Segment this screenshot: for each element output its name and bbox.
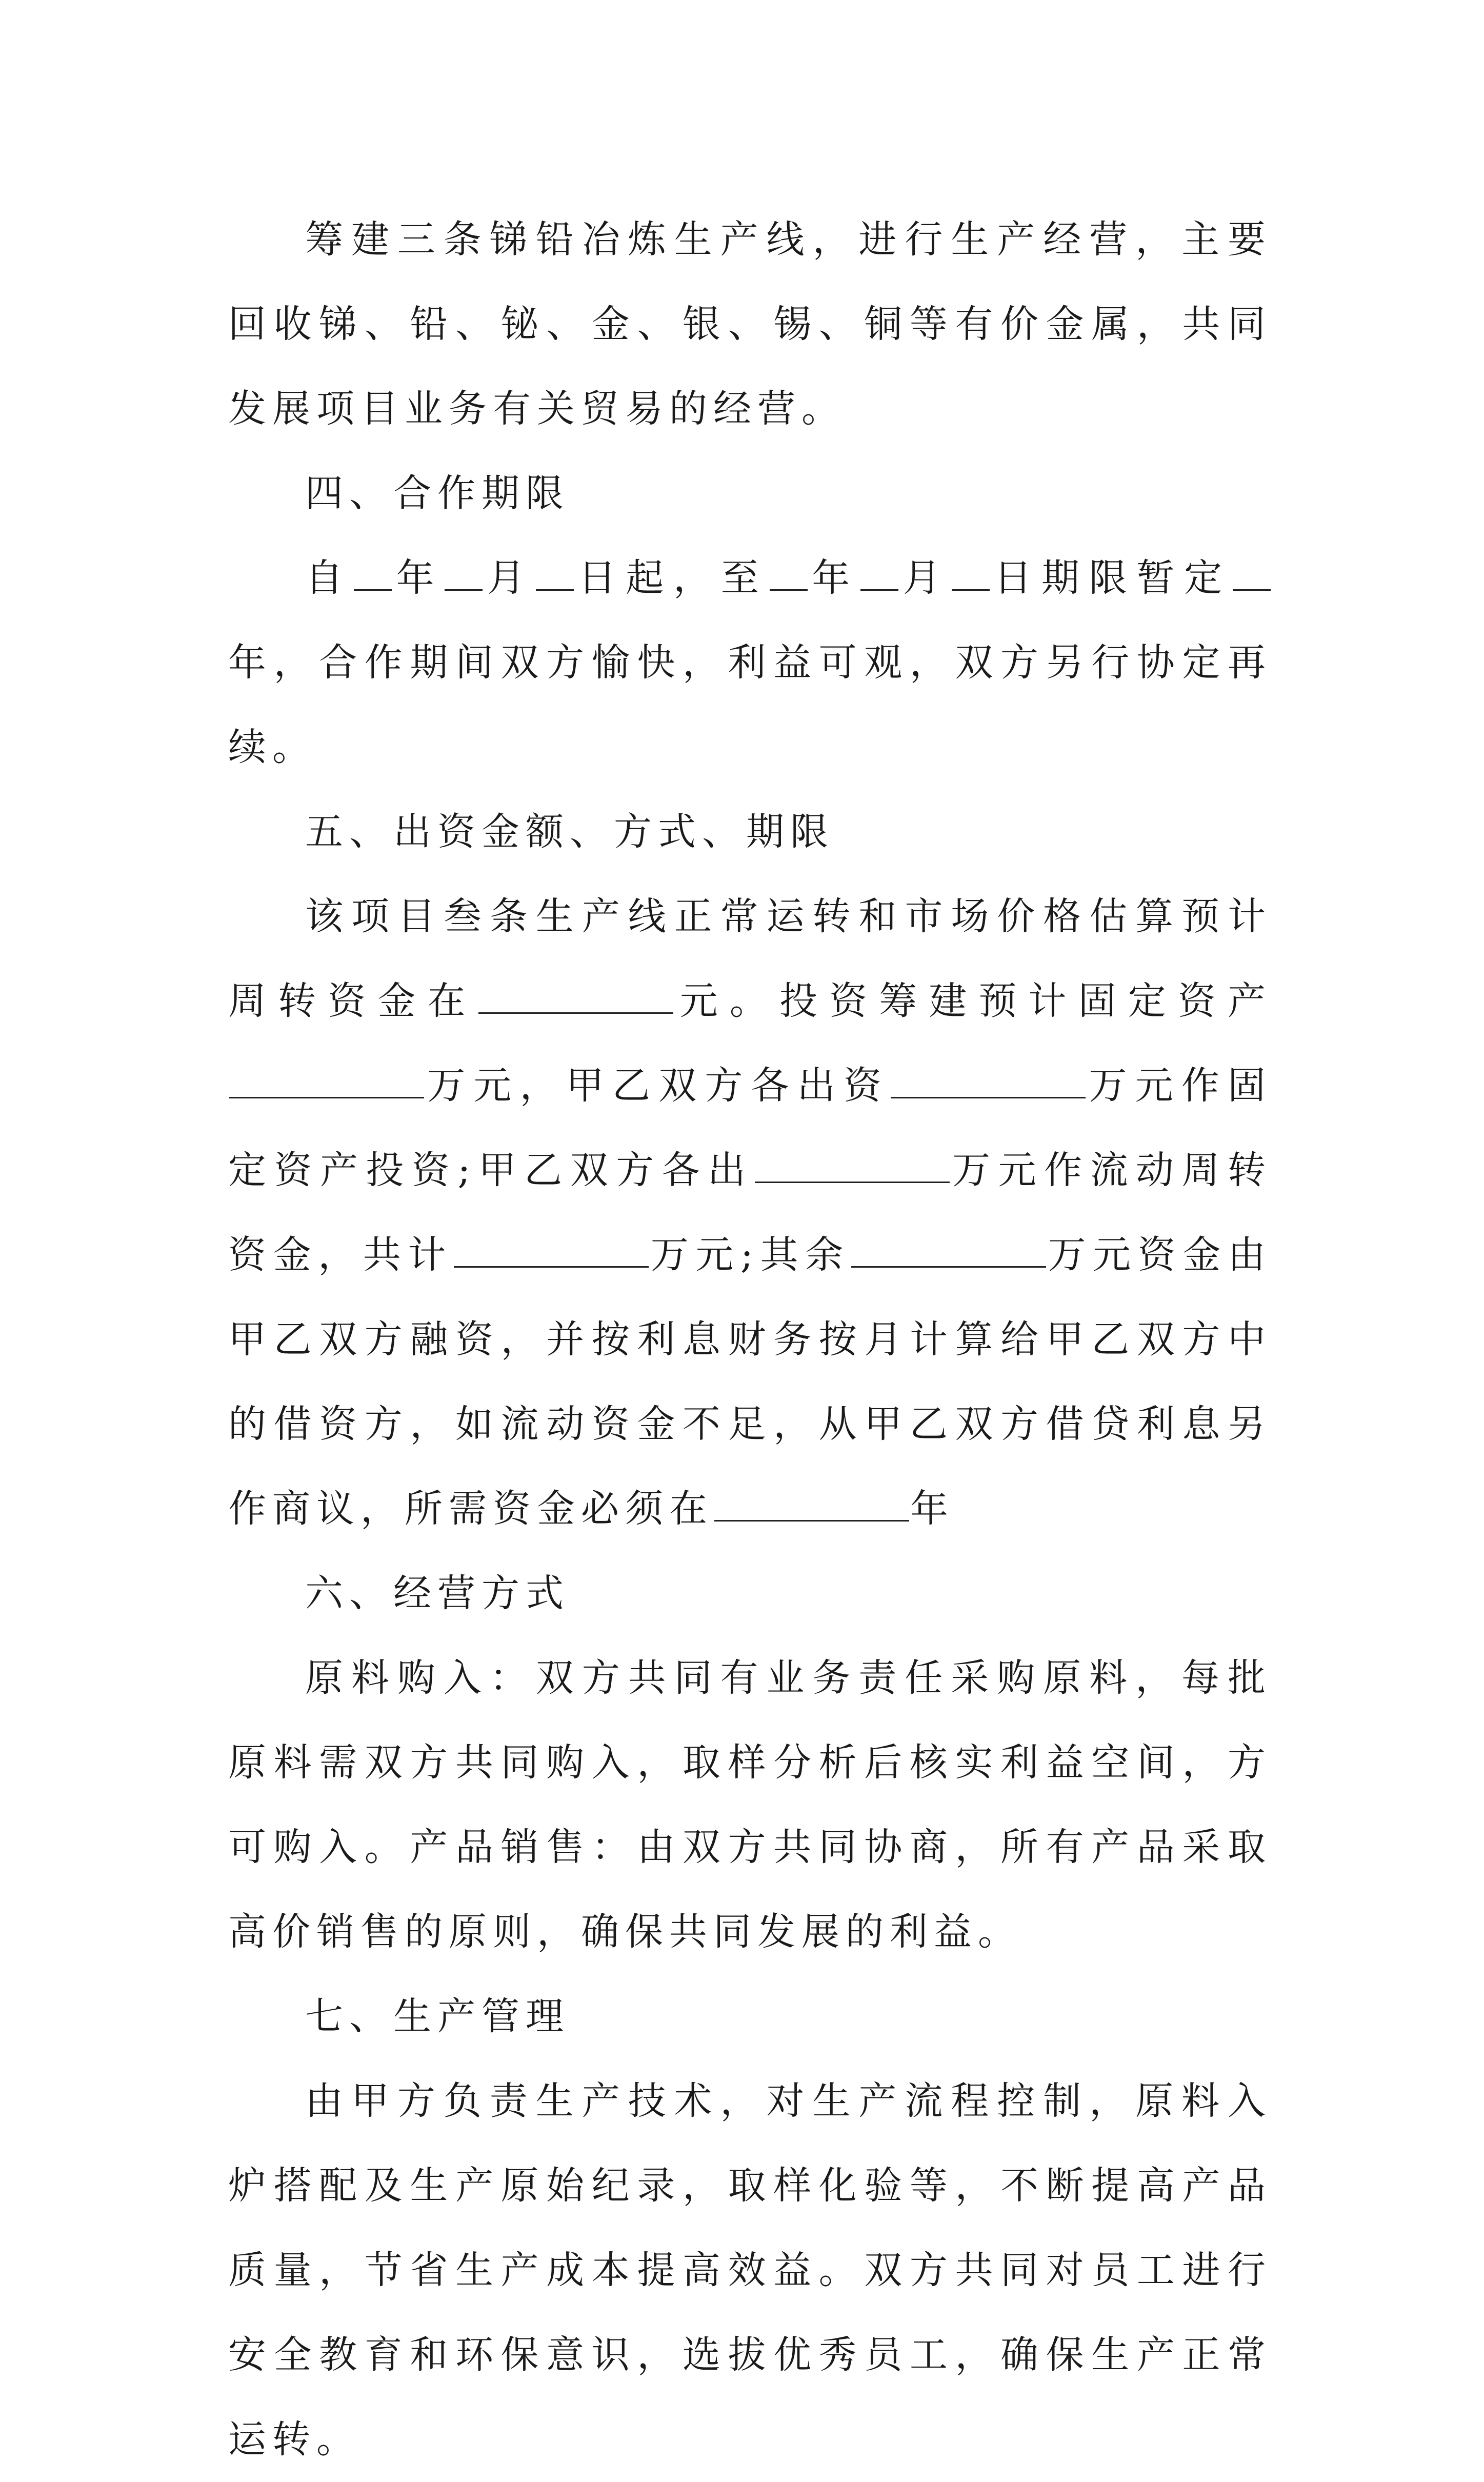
text-segment: 月 (484, 556, 535, 600)
text-segment: 万元作流动周转资金，共计 (228, 1148, 1272, 1277)
text-segment: 年 (808, 556, 859, 600)
document-body (228, 197, 1272, 2482)
section-heading-production-management: 七、生产管理 (305, 1994, 570, 2038)
blank-line (229, 1063, 424, 1098)
text-segment: 万元作固定资产投资;甲乙双方各出 (228, 1064, 1272, 1192)
blank-line (952, 555, 990, 591)
text-segment: 月 (899, 556, 951, 600)
text-segment: 日期限暂定 (990, 556, 1232, 600)
paragraph-cooperation-period (228, 536, 1272, 790)
text-segment: 万元;其余 (650, 1233, 850, 1277)
blank-line (1233, 555, 1271, 591)
text-segment: 万元，甲乙双方各出资 (425, 1064, 890, 1108)
blank-line (714, 1486, 909, 1522)
section-heading-investment: 五、出资金额、方式、期限 (305, 810, 834, 854)
blank-line (354, 555, 392, 591)
text-segment: 年 (392, 556, 444, 600)
blank-line (478, 978, 673, 1014)
text-segment: 日起，至 (574, 556, 769, 600)
paragraph-business-scope: 筹建三条锑铅冶炼生产线，进行生产经营，主要回收锑、铅、铋、金、银、锡、铜等有价金属，共同发展项目业务有关贸易的经营。 (228, 217, 1272, 431)
paragraph-business-mode: 原料购入：双方共同有业务责任采购原料，每批原料需双方共同购入，取样分析后核实利益空间，方可购入。产品销售：由双方共同协商，所有产品采取高价销售的原则，确保共同发展的利益。 (228, 1656, 1272, 1954)
blank-line (445, 555, 483, 591)
paragraph-production-management: 由甲方负责生产技术，对生产流程控制，原料入炉搭配及生产原始纪录，取样化验等，不断提高产品质量，节省生产成本提高效益。双方共同对员工进行安全教育和环保意识，选拔优秀员工，确保生产正常运转。 (228, 2079, 1272, 2461)
blank-line (454, 1232, 649, 1268)
section-heading-cooperation-period: 四、合作期限 (305, 471, 570, 515)
blank-line (851, 1232, 1046, 1268)
text-segment: 年，合作期间双方愉快，利益可观，双方另行协定再续。 (228, 640, 1272, 769)
blank-line (755, 1147, 950, 1183)
blank-line (770, 555, 808, 591)
paragraph-investment (228, 874, 1272, 1551)
text-segment: 自 (305, 556, 353, 600)
text-segment: 年 (910, 1487, 954, 1531)
text-segment: 该项目叁条生产线正常运转和市场价格估算预计周转资金在 (228, 894, 1272, 1023)
text-segment: 元。投资筹建预计固定资产 (674, 979, 1272, 1023)
blank-line (536, 555, 574, 591)
section-heading-business-mode: 六、经营方式 (305, 1571, 570, 1615)
blank-line (891, 1063, 1086, 1098)
blank-line (860, 555, 898, 591)
text-segment: 万元资金由甲乙双方融资，并按利息财务按月计算给甲乙双方中的借资方，如流动资金不足，从甲乙双方借贷利息另作商议，所需资金必须在 (228, 1233, 1272, 1531)
